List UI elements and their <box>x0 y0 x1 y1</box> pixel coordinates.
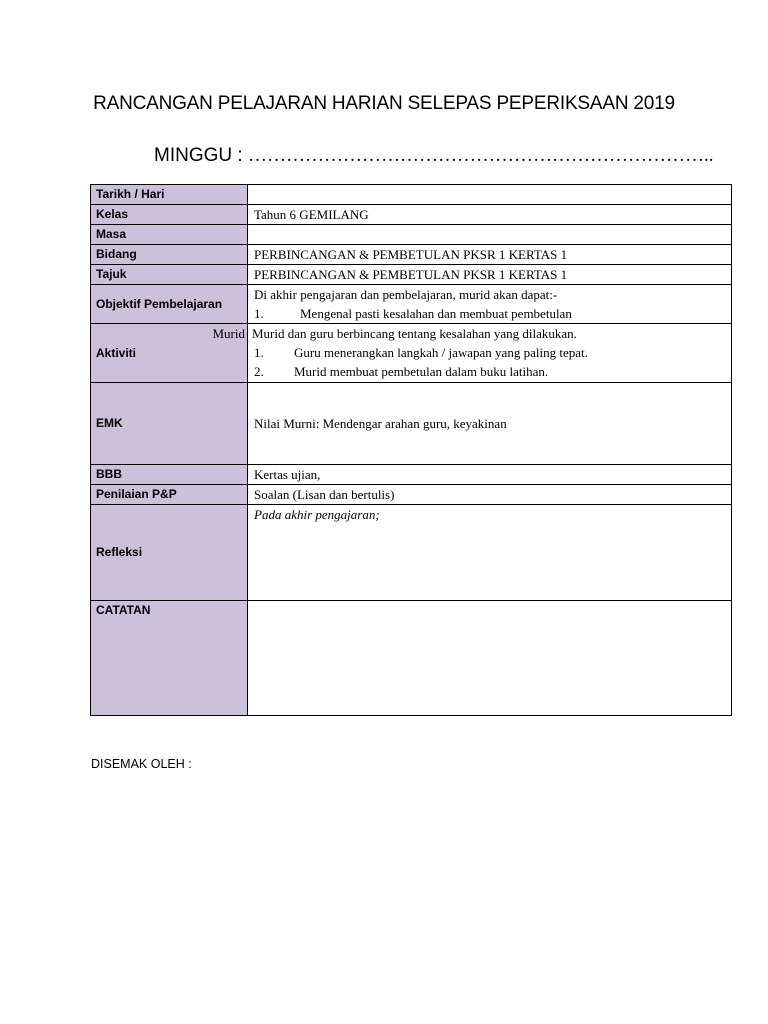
objektif-item-text: Mengenal pasti kesalahan dan membuat pembetulan <box>300 306 572 321</box>
row-aktiviti <box>91 324 732 383</box>
value-masa <box>248 225 732 245</box>
row-objektif <box>91 285 732 324</box>
label-bidang: Bidang <box>91 245 248 265</box>
aktiviti-intro: Murid dan guru berbincang tentang kesalahan yang dilakukan. <box>252 326 577 341</box>
label-kelas: Kelas <box>91 205 248 225</box>
label-masa: Masa <box>91 225 248 245</box>
label-catatan: CATATAN <box>91 601 248 716</box>
row-masa <box>91 225 732 245</box>
row-emk <box>91 383 732 465</box>
aktiviti-item-number: 1. <box>254 345 264 360</box>
row-refleksi <box>91 505 732 601</box>
label-refleksi: Refleksi <box>91 505 248 601</box>
row-tarikh <box>91 185 732 205</box>
aktiviti-item <box>252 343 725 362</box>
value-kelas: Tahun 6 GEMILANG <box>248 205 732 225</box>
aktiviti-item-text: Murid membuat pembetulan dalam buku latihan. <box>294 364 549 379</box>
page-title: RANCANGAN PELAJARAN HARIAN SELEPAS PEPERIKSAAN 2019 <box>93 93 675 114</box>
week-dots: ……………………………………………………………….. <box>247 145 714 166</box>
row-penilaian <box>91 485 732 505</box>
aktiviti-murid-label: Murid <box>212 326 245 341</box>
aktiviti-item-number: 2. <box>254 364 264 379</box>
value-tarikh <box>248 185 732 205</box>
label-aktiviti-cell <box>91 324 248 383</box>
label-tajuk: Tajuk <box>91 265 248 285</box>
label-tarikh: Tarikh / Hari <box>91 185 248 205</box>
aktiviti-item-text: Guru menerangkan langkah / jawapan yang paling tepat. <box>294 345 588 360</box>
value-emk: Nilai Murni: Mendengar arahan guru, keyakinan <box>248 383 732 465</box>
value-tajuk: PERBINCANGAN & PEMBETULAN PKSR 1 KERTAS 1 <box>248 265 732 285</box>
value-penilaian: Soalan (Lisan dan bertulis) <box>248 485 732 505</box>
objektif-item-number: 1. <box>254 306 264 321</box>
row-bbb <box>91 465 732 485</box>
row-bidang <box>91 245 732 265</box>
value-objektif <box>248 285 732 324</box>
value-bbb: Kertas ujian, <box>248 465 732 485</box>
objektif-intro: Di akhir pengajaran dan pembelajaran, murid akan dapat:- <box>254 287 558 302</box>
label-objektif: Objektif Pembelajaran <box>91 285 248 324</box>
week-line <box>154 145 713 167</box>
objektif-item <box>254 304 725 323</box>
lesson-plan-table <box>90 184 732 716</box>
row-catatan <box>91 601 732 716</box>
value-aktiviti <box>248 324 732 383</box>
label-emk: EMK <box>91 383 248 465</box>
row-tajuk <box>91 265 732 285</box>
label-aktiviti: Aktiviti <box>96 346 137 360</box>
label-penilaian: Penilaian P&P <box>91 485 248 505</box>
value-bidang: PERBINCANGAN & PEMBETULAN PKSR 1 KERTAS 1 <box>248 245 732 265</box>
checked-by-label: DISEMAK OLEH : <box>91 757 192 771</box>
week-label: MINGGU : <box>154 145 243 166</box>
label-bbb: BBB <box>91 465 248 485</box>
row-kelas <box>91 205 732 225</box>
aktiviti-item <box>252 362 725 381</box>
value-catatan <box>248 601 732 716</box>
value-refleksi: Pada akhir pengajaran; <box>248 505 732 601</box>
